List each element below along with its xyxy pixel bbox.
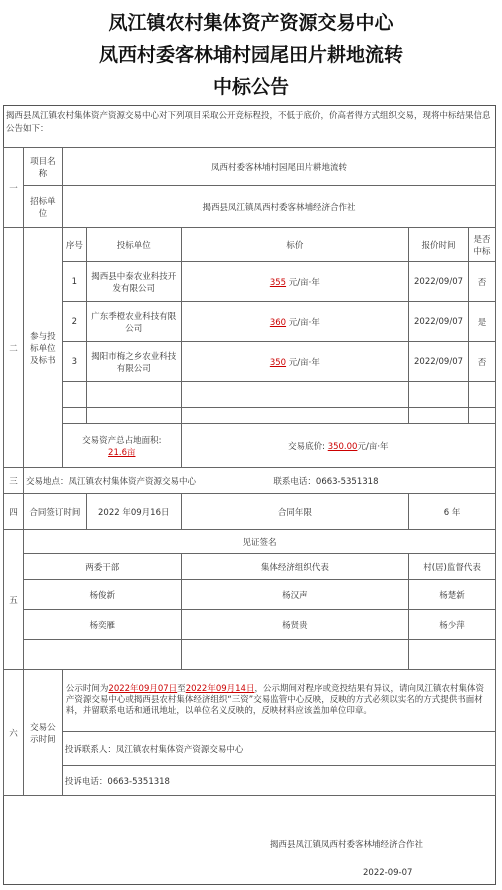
publicity-side-label: 交易公示时间 — [23, 670, 62, 796]
bid-date: 2022/09/07 — [409, 262, 469, 302]
base-price-unit: 元/亩·年 — [357, 441, 389, 452]
bid-won: 否 — [469, 262, 496, 302]
area-label: 交易资产总占地面积: — [82, 435, 162, 446]
area-value: 21.6亩 — [108, 447, 136, 458]
bid-company: 揭阳市梅之乡农业科技有限公司 — [86, 342, 181, 382]
witness-name: 杨汉声 — [181, 580, 408, 610]
bid-price-value: 360 — [269, 317, 287, 328]
tender-value: 揭西县凤江镇凤西村委客林埔经济合作社 — [62, 186, 495, 228]
bid-date: 2022/09/07 — [409, 342, 469, 382]
section-5-num: 五 — [4, 530, 24, 670]
col-header-price: 标价 — [181, 228, 408, 262]
bid-company: 揭西县中泰农业科技开发有限公司 — [86, 262, 181, 302]
base-price-label: 交易底价: — [288, 441, 325, 452]
section-1-num: 一 — [4, 148, 24, 228]
bid-row-empty — [4, 408, 496, 424]
bid-price-unit: 元/亩·年 — [288, 277, 320, 288]
bid-row-empty — [4, 382, 496, 408]
witness-name: 杨楚新 — [409, 580, 496, 610]
witness-name: 杨俊新 — [23, 580, 181, 610]
section-3-num: 三 — [4, 468, 24, 494]
footer-org: 揭西县凤江镇凤西村委客林埔经济合作社 — [270, 840, 424, 850]
bid-price — [181, 302, 408, 342]
bid-row — [4, 262, 496, 302]
base-price-cell — [181, 424, 495, 468]
section-2-num: 二 — [4, 228, 24, 468]
bid-price-unit: 元/亩·年 — [288, 317, 320, 328]
sign-label: 合同签订时间 — [23, 494, 86, 530]
notice-date-end: 2022年09月14日 — [185, 684, 255, 694]
sign-value: 2022 年09月16日 — [86, 494, 181, 530]
bid-no: 2 — [62, 302, 86, 342]
witness-col-1: 两委干部 — [23, 554, 181, 580]
bid-no: 3 — [62, 342, 86, 382]
place-label: 交易地点： — [25, 476, 69, 487]
bid-row — [4, 302, 496, 342]
notice-post: ，公示期间对程序或竞投结果有异议，请向凤江镇农村集体资产资源交易中心或揭西县农村集体经济组织“三资”交易监管中心反映，反映的方式必须以实名的方式提供书面材料，并留联系电话和通讯地址，以单位名义反映的，反映材料应该盖加单位印章。 — [65, 684, 484, 716]
bidders-side-label: 参与投标单位及标书 — [23, 228, 62, 468]
notice-mid: 至 — [177, 684, 186, 694]
project-label: 项目名称 — [23, 148, 62, 186]
publicity-notice — [62, 670, 495, 732]
complaint-phone-label: 投诉电话： — [64, 776, 108, 787]
tender-label: 招标单位 — [23, 186, 62, 228]
bid-price-unit: 元/亩·年 — [288, 357, 320, 368]
notice-table — [3, 147, 496, 796]
contact-label: 投诉联系人： — [64, 744, 116, 755]
bid-price-value: 350 — [269, 357, 287, 368]
intro-text: 揭西县凤江镇农村集体资产资源交易中心对下列项目采取公开竞标程投，不低于底价，价高者得方式组织交易，现将中标结果信息公告如下： — [6, 111, 491, 134]
section-4-num: 四 — [4, 494, 24, 530]
project-value: 凤西村委客林埔村园尾田片耕地流转 — [62, 148, 495, 186]
bid-no: 1 — [62, 262, 86, 302]
bid-price — [181, 262, 408, 302]
witness-name: 杨少萍 — [409, 610, 496, 640]
bid-date: 2022/09/07 — [409, 302, 469, 342]
bid-won: 否 — [469, 342, 496, 382]
witness-name: 杨贤贵 — [181, 610, 408, 640]
phone-label: 联系电话： — [273, 476, 316, 487]
area-cell — [62, 424, 181, 468]
title-line-3: 中标公告 — [212, 76, 289, 98]
bid-company: 广东季橙农业科技有限公司 — [86, 302, 181, 342]
title-line-2: 凤西村委客林埔村园尾田片耕地流转 — [98, 44, 403, 66]
complaint-contact — [62, 732, 495, 766]
complaint-phone-value: 0663-5351318 — [107, 776, 170, 787]
term-value: 6 年 — [409, 494, 496, 530]
notice-pre: 公示时间为 — [65, 684, 109, 694]
base-price-value: 350.00 — [327, 441, 358, 452]
witness-col-2: 集体经济组织代表 — [181, 554, 408, 580]
witness-col-3: 村(居)监督代表 — [409, 554, 496, 580]
term-label: 合同年限 — [181, 494, 408, 530]
bid-price-value: 355 — [269, 277, 287, 288]
bid-price — [181, 342, 408, 382]
section-6-num: 六 — [4, 670, 24, 796]
contact-value: 凤江镇农村集体资产资源交易中心 — [115, 744, 244, 755]
bid-won: 是 — [469, 302, 496, 342]
col-header-no: 序号 — [62, 228, 86, 262]
col-header-date: 报价时间 — [409, 228, 469, 262]
col-header-company: 投标单位 — [86, 228, 181, 262]
title-line-1: 凤江镇农村集体资产资源交易中心 — [108, 12, 394, 34]
phone-value: 0663-5351318 — [315, 476, 379, 487]
witness-name: 杨奕雁 — [23, 610, 181, 640]
complaint-phone — [62, 766, 495, 796]
col-header-won: 是否中标 — [469, 228, 496, 262]
place-value: 凤江镇农村集体资产资源交易中心 — [68, 476, 196, 487]
notice-date-start: 2022年09月07日 — [108, 684, 178, 694]
bid-row — [4, 342, 496, 382]
place-cell — [23, 468, 495, 494]
witness-header: 见证签名 — [23, 530, 495, 554]
footer-date: 2022-09-07 — [363, 868, 413, 878]
